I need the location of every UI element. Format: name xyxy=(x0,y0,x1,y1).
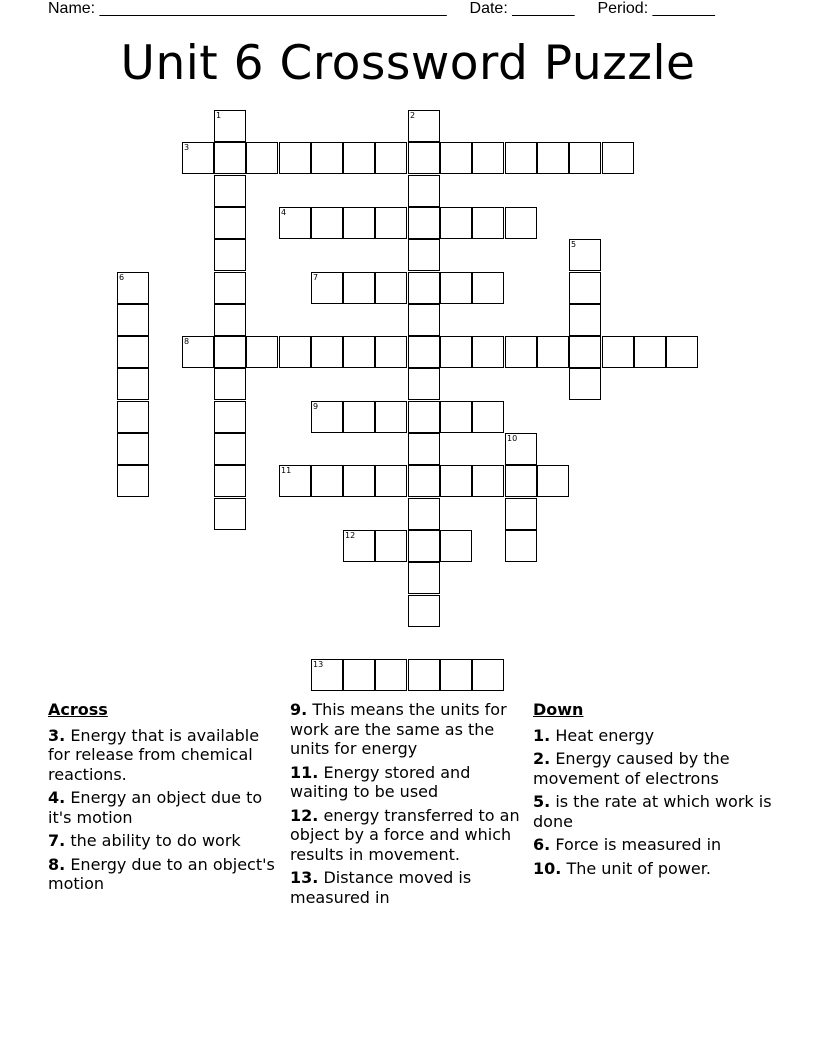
clue-text: Energy that is available for release from chemical reactions. xyxy=(48,725,260,784)
grid-cell[interactable] xyxy=(311,659,343,691)
clue-number: 5. xyxy=(533,792,551,811)
grid-cell[interactable] xyxy=(214,304,246,336)
clues-column-3 xyxy=(533,700,773,882)
grid-cell[interactable] xyxy=(246,142,278,174)
grid-cell[interactable] xyxy=(537,142,569,174)
grid-cell[interactable] xyxy=(375,401,407,433)
clue-number-label: 5 xyxy=(571,240,577,249)
grid-cell[interactable] xyxy=(214,498,246,530)
grid-cell[interactable] xyxy=(569,272,601,304)
grid-cell[interactable] xyxy=(440,336,472,368)
grid-cell[interactable] xyxy=(505,498,537,530)
clue-number: 6. xyxy=(533,835,551,854)
grid-cell[interactable] xyxy=(343,465,375,497)
grid-cell[interactable] xyxy=(569,336,601,368)
grid-cell[interactable] xyxy=(117,272,149,304)
grid-cell[interactable] xyxy=(569,239,601,271)
clue-item xyxy=(533,726,773,746)
grid-cell[interactable] xyxy=(375,142,407,174)
grid-cell[interactable] xyxy=(182,336,214,368)
grid-cell[interactable] xyxy=(246,336,278,368)
grid-cell[interactable] xyxy=(375,659,407,691)
clue-number-label: 11 xyxy=(281,466,292,475)
clue-number: 4. xyxy=(48,788,66,807)
across-heading: Across xyxy=(48,700,108,719)
grid-cell[interactable] xyxy=(602,142,634,174)
clue-number: 3. xyxy=(48,725,66,745)
clue-number: 2. xyxy=(533,749,551,768)
grid-cell[interactable] xyxy=(472,465,504,497)
grid-cell[interactable] xyxy=(408,465,440,497)
grid-cell[interactable] xyxy=(279,336,311,368)
grid-cell[interactable] xyxy=(408,433,440,465)
grid-cell[interactable] xyxy=(408,304,440,336)
grid-cell[interactable] xyxy=(505,207,537,239)
clue-number-label: 12 xyxy=(345,531,356,540)
clue-item xyxy=(290,868,526,907)
grid-cell[interactable] xyxy=(343,336,375,368)
clue-item xyxy=(533,749,773,788)
grid-cell[interactable] xyxy=(343,207,375,239)
clue-item xyxy=(290,806,526,865)
clue-text: Heat energy xyxy=(555,725,655,745)
grid-cell[interactable] xyxy=(440,659,472,691)
grid-cell[interactable] xyxy=(472,401,504,433)
grid-cell[interactable] xyxy=(214,175,246,207)
grid-cell[interactable] xyxy=(214,465,246,497)
clue-text: Distance moved is measured in xyxy=(290,868,472,907)
clue-number-label: 4 xyxy=(281,208,287,217)
grid-cell[interactable] xyxy=(279,142,311,174)
name-blank[interactable]: _______________________________________ xyxy=(99,0,447,17)
clue-text: the ability to do work xyxy=(70,831,241,850)
name-label: Name: xyxy=(48,0,96,17)
grid-cell[interactable] xyxy=(440,207,472,239)
clue-number: 12. xyxy=(290,805,319,825)
grid-cell[interactable] xyxy=(408,401,440,433)
clue-text: is the rate at which work is done xyxy=(533,792,772,831)
grid-cell[interactable] xyxy=(182,142,214,174)
clues-column-2 xyxy=(290,700,526,911)
grid-cell[interactable] xyxy=(408,175,440,207)
clue-text: Energy caused by the movement of electrons xyxy=(533,749,730,788)
grid-cell[interactable] xyxy=(472,336,504,368)
grid-cell[interactable] xyxy=(408,530,440,562)
grid-cell[interactable] xyxy=(375,530,407,562)
clue-number-label: 1 xyxy=(216,111,222,120)
clue-text: Energy stored and waiting to be used xyxy=(290,762,471,801)
grid-cell[interactable] xyxy=(214,207,246,239)
grid-cell[interactable] xyxy=(408,272,440,304)
grid-cell[interactable] xyxy=(440,465,472,497)
grid-cell[interactable] xyxy=(408,562,440,594)
clue-number-label: 13 xyxy=(313,660,324,669)
date-blank[interactable]: _______ xyxy=(512,0,575,17)
clue-number-label: 9 xyxy=(313,402,319,411)
grid-cell[interactable] xyxy=(472,272,504,304)
grid-cell[interactable] xyxy=(569,368,601,400)
grid-cell[interactable] xyxy=(375,465,407,497)
grid-cell[interactable] xyxy=(440,142,472,174)
clue-text: Energy due to an object's motion xyxy=(48,854,275,893)
clue-item xyxy=(48,855,280,894)
grid-cell[interactable] xyxy=(214,239,246,271)
clue-text: The unit of power. xyxy=(566,858,711,878)
across-clue-list xyxy=(48,726,280,894)
grid-cell[interactable] xyxy=(408,498,440,530)
grid-cell[interactable] xyxy=(569,142,601,174)
clue-item xyxy=(48,831,280,851)
grid-cell[interactable] xyxy=(505,530,537,562)
grid-cell[interactable] xyxy=(214,142,246,174)
clue-number-label: 3 xyxy=(184,143,190,152)
grid-cell[interactable] xyxy=(311,142,343,174)
period-label: Period: xyxy=(597,0,649,17)
clue-number-label: 2 xyxy=(410,111,416,120)
grid-cell[interactable] xyxy=(117,368,149,400)
period-blank[interactable]: _______ xyxy=(652,0,715,17)
grid-cell[interactable] xyxy=(311,272,343,304)
clue-item xyxy=(48,726,280,785)
grid-cell[interactable] xyxy=(375,272,407,304)
page-title: Unit 6 Crossword Puzzle xyxy=(120,36,696,91)
grid-cell[interactable] xyxy=(537,465,569,497)
clue-number: 9. xyxy=(290,700,308,719)
grid-cell[interactable] xyxy=(117,336,149,368)
across-clue-list-continued xyxy=(290,700,526,907)
clue-item xyxy=(533,792,773,831)
grid-cell[interactable] xyxy=(375,336,407,368)
grid-cell[interactable] xyxy=(505,465,537,497)
grid-cell[interactable] xyxy=(602,336,634,368)
clue-number-label: 7 xyxy=(313,273,319,282)
grid-cell[interactable] xyxy=(117,304,149,336)
grid-cell[interactable] xyxy=(440,272,472,304)
clue-text: Force is measured in xyxy=(555,835,722,854)
grid-cell[interactable] xyxy=(343,272,375,304)
clue-number: 1. xyxy=(533,725,551,745)
grid-cell[interactable] xyxy=(214,272,246,304)
grid-cell[interactable] xyxy=(117,465,149,497)
clue-number: 13. xyxy=(290,868,319,887)
grid-cell[interactable] xyxy=(214,433,246,465)
grid-cell[interactable] xyxy=(537,336,569,368)
grid-cell[interactable] xyxy=(408,110,440,142)
grid-cell[interactable] xyxy=(505,142,537,174)
grid-cell[interactable] xyxy=(440,401,472,433)
clue-number: 10. xyxy=(533,858,562,878)
clue-number-label: 8 xyxy=(184,337,190,346)
clues-column-1 xyxy=(48,700,280,898)
grid-cell[interactable] xyxy=(408,336,440,368)
grid-cell[interactable] xyxy=(440,530,472,562)
grid-cell[interactable] xyxy=(214,368,246,400)
grid-cell[interactable] xyxy=(408,207,440,239)
grid-cell[interactable] xyxy=(311,336,343,368)
clue-item xyxy=(290,763,526,802)
grid-cell[interactable] xyxy=(311,401,343,433)
grid-cell[interactable] xyxy=(343,530,375,562)
clue-number: 11. xyxy=(290,762,319,782)
grid-cell[interactable] xyxy=(634,336,666,368)
grid-cell[interactable] xyxy=(343,401,375,433)
down-heading: Down xyxy=(533,700,584,719)
clue-item xyxy=(533,859,773,879)
grid-cell[interactable] xyxy=(117,401,149,433)
grid-cell[interactable] xyxy=(375,207,407,239)
grid-cell[interactable] xyxy=(408,659,440,691)
grid-cell[interactable] xyxy=(408,142,440,174)
date-label: Date: xyxy=(469,0,508,17)
grid-cell[interactable] xyxy=(311,465,343,497)
clue-number-label: 10 xyxy=(507,434,518,443)
grid-cell[interactable] xyxy=(472,142,504,174)
clue-number: 7. xyxy=(48,831,66,850)
grid-cell[interactable] xyxy=(408,239,440,271)
grid-cell[interactable] xyxy=(279,465,311,497)
grid-cell[interactable] xyxy=(505,336,537,368)
clue-item xyxy=(48,788,280,827)
down-clue-list xyxy=(533,726,773,879)
grid-cell[interactable] xyxy=(408,368,440,400)
grid-cell[interactable] xyxy=(472,659,504,691)
grid-cell[interactable] xyxy=(666,336,698,368)
grid-cell[interactable] xyxy=(279,207,311,239)
grid-cell[interactable] xyxy=(505,433,537,465)
grid-cell[interactable] xyxy=(408,595,440,627)
grid-cell[interactable] xyxy=(343,142,375,174)
clue-item xyxy=(533,835,773,855)
clue-number-label: 6 xyxy=(119,273,125,282)
grid-cell[interactable] xyxy=(569,304,601,336)
clue-text: Energy an object due to it's motion xyxy=(48,788,263,827)
clue-text: This means the units for work are the same as the units for energy xyxy=(290,700,507,758)
grid-cell[interactable] xyxy=(214,110,246,142)
grid-cell[interactable] xyxy=(311,207,343,239)
grid-cell[interactable] xyxy=(214,336,246,368)
grid-cell[interactable] xyxy=(343,659,375,691)
clue-number: 8. xyxy=(48,854,66,874)
clue-item xyxy=(290,700,526,759)
grid-cell[interactable] xyxy=(214,401,246,433)
grid-cell[interactable] xyxy=(472,207,504,239)
clue-text: energy transferred to an object by a force and which results in movement. xyxy=(290,805,520,864)
grid-cell[interactable] xyxy=(117,433,149,465)
